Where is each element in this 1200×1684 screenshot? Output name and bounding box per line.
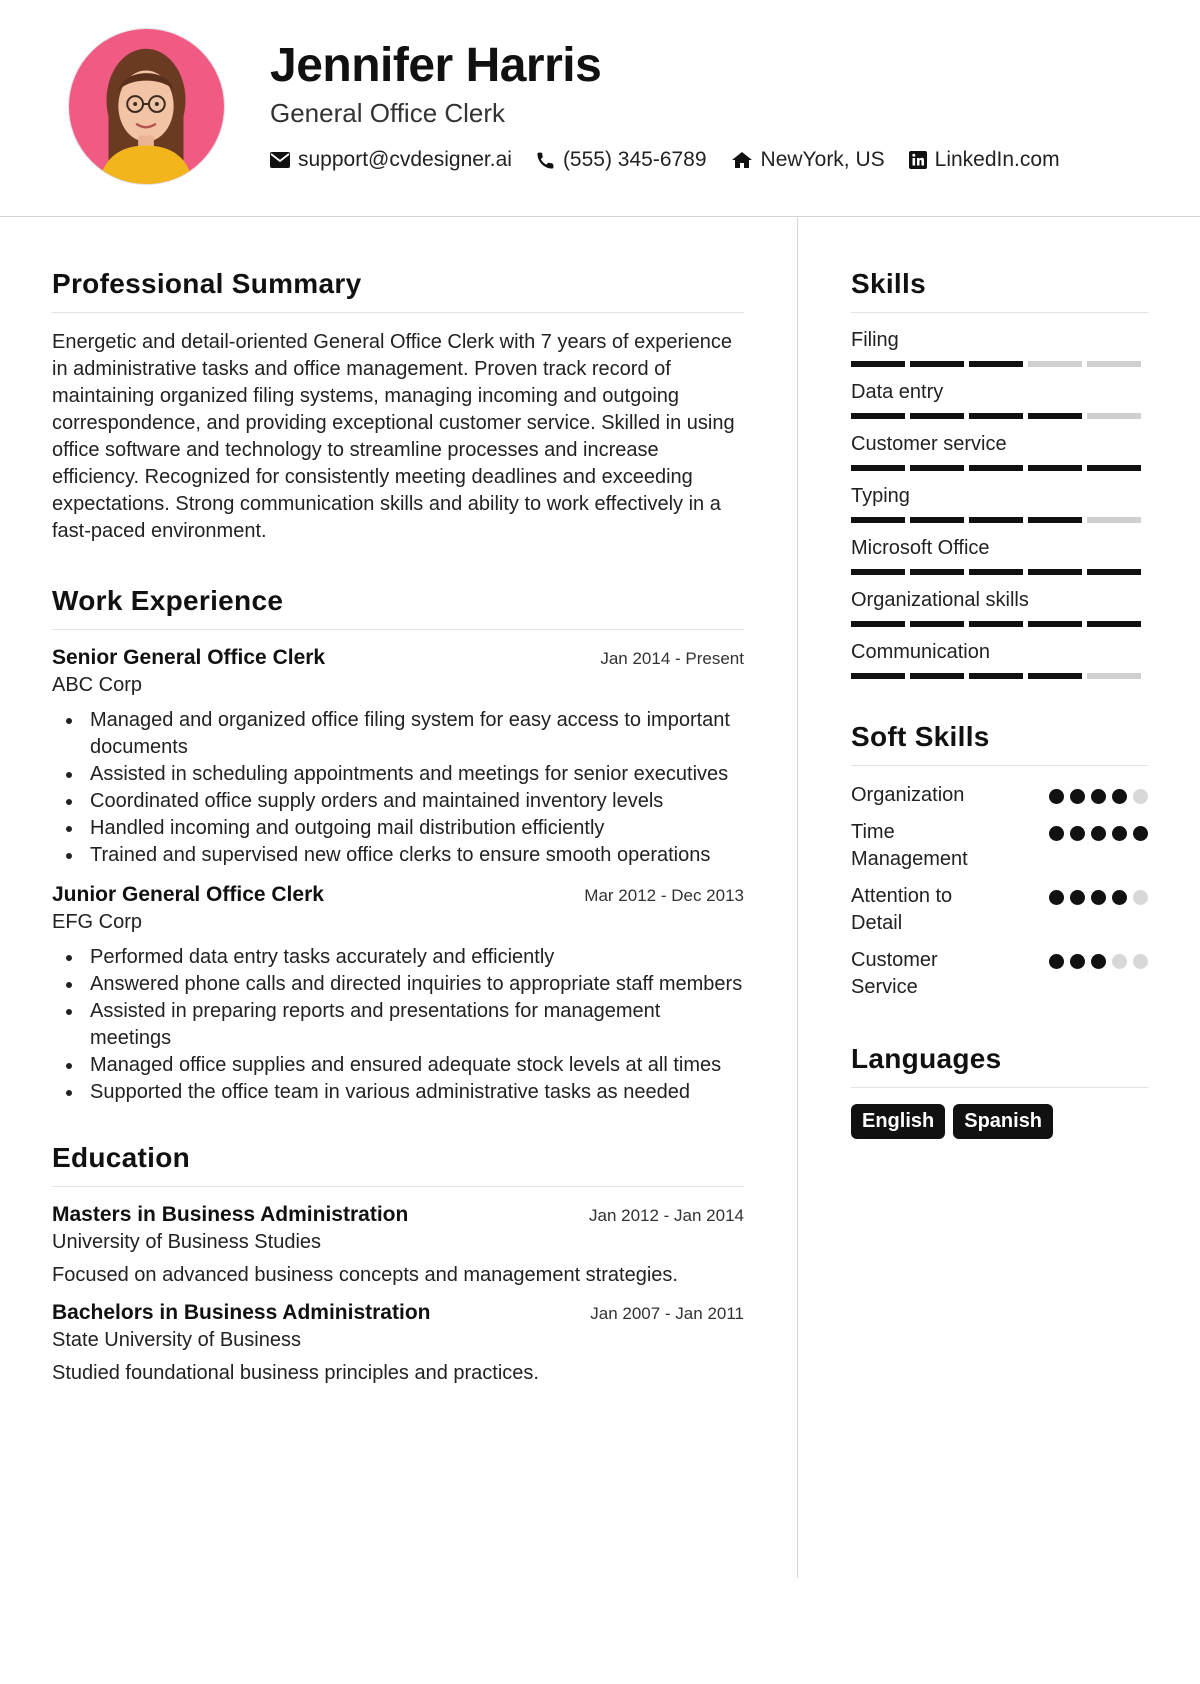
languages-list xyxy=(851,1104,1148,1139)
soft-skill-rating xyxy=(1043,954,1148,969)
skill-level-bar xyxy=(851,569,1148,575)
rating-dot xyxy=(1070,789,1085,804)
language-badge: English xyxy=(851,1104,945,1139)
job-bullet: Performed data entry tasks accurately and efficiently xyxy=(90,944,744,971)
rating-dot xyxy=(1112,789,1127,804)
side-column xyxy=(851,268,1148,1139)
skill-item xyxy=(851,329,1148,367)
soft-skill-rating xyxy=(1043,789,1148,804)
skill-item xyxy=(851,485,1148,523)
skill-name: Filing xyxy=(851,329,899,351)
skill-level-segment xyxy=(910,465,964,471)
skills-list xyxy=(851,329,1148,679)
skill-level-segment xyxy=(910,673,964,679)
skill-level-segment xyxy=(851,517,905,523)
skill-level-segment xyxy=(969,413,1023,419)
job-entry xyxy=(52,883,744,1106)
job-bullet: Assisted in preparing reports and presentations for management meetings xyxy=(90,998,744,1052)
phone-text: (555) 345-6789 xyxy=(562,148,707,171)
skill-level-segment xyxy=(1087,465,1141,471)
skill-level-segment xyxy=(1087,361,1141,367)
rating-dot xyxy=(1070,890,1085,905)
skill-level-segment xyxy=(1087,517,1141,523)
rating-dot xyxy=(1049,826,1064,841)
skill-item xyxy=(851,381,1148,419)
contact-phone[interactable] xyxy=(536,148,707,172)
job-entry xyxy=(52,646,744,869)
skill-level-segment xyxy=(851,569,905,575)
rating-dot xyxy=(1049,954,1064,969)
skill-level-segment xyxy=(1087,673,1141,679)
skill-level-segment xyxy=(969,569,1023,575)
soft-skill-rating xyxy=(1043,890,1148,905)
job-company: EFG Corp xyxy=(52,911,143,933)
job-bullet: Coordinated office supply orders and maintained inventory levels xyxy=(90,788,744,815)
education-desc: Studied foundational business principles and practices. xyxy=(52,1362,539,1384)
skill-level-segment xyxy=(969,673,1023,679)
rating-dot xyxy=(1091,789,1106,804)
contact-location xyxy=(731,148,885,172)
contact-linkedin[interactable] xyxy=(909,148,1060,172)
resume-header xyxy=(0,0,1200,217)
job-bullet: Assisted in scheduling appointments and meetings for senior executives xyxy=(90,761,744,788)
job-bullet: Managed and organized office filing system for easy access to important documents xyxy=(90,707,744,761)
phone-icon xyxy=(536,151,555,170)
soft-skill-item xyxy=(851,782,1148,809)
skill-level-segment xyxy=(851,673,905,679)
rating-dot xyxy=(1112,890,1127,905)
envelope-icon xyxy=(270,152,290,168)
rating-dot xyxy=(1112,826,1127,841)
contact-email[interactable] xyxy=(270,148,512,172)
job-bullets xyxy=(52,944,744,1106)
job-bullet: Trained and supervised new office clerks to ensure smooth operations xyxy=(90,842,744,869)
skill-level-segment xyxy=(1028,621,1082,627)
soft-skill-item xyxy=(851,819,1148,873)
skill-level-segment xyxy=(1028,361,1082,367)
skill-level-segment xyxy=(851,361,905,367)
skill-name: Microsoft Office xyxy=(851,537,990,559)
skill-level-segment xyxy=(910,413,964,419)
school-name: University of Business Studies xyxy=(52,1231,322,1253)
skill-level-segment xyxy=(910,361,964,367)
soft-skills-heading: Soft Skills xyxy=(851,721,1148,766)
skill-level-segment xyxy=(1028,413,1082,419)
work-heading: Work Experience xyxy=(52,585,744,630)
rating-dot xyxy=(1091,954,1106,969)
education-entry xyxy=(52,1203,744,1287)
skill-level-segment xyxy=(1028,465,1082,471)
skill-name: Customer service xyxy=(851,433,1007,455)
education-desc: Focused on advanced business concepts and management strategies. xyxy=(52,1264,678,1286)
rating-dot xyxy=(1133,789,1148,804)
skill-level-segment xyxy=(910,569,964,575)
soft-skill-rating xyxy=(1043,826,1148,841)
skill-name: Data entry xyxy=(851,381,944,403)
rating-dot xyxy=(1133,826,1148,841)
skill-level-segment xyxy=(1087,621,1141,627)
soft-skill-name: Organization xyxy=(851,784,965,806)
soft-skill-name: Customer Service xyxy=(851,949,938,998)
candidate-name: Jennifer Harris xyxy=(270,39,602,92)
skill-item xyxy=(851,537,1148,575)
profile-photo-illustration xyxy=(69,29,224,184)
skill-level-segment xyxy=(851,413,905,419)
skill-item xyxy=(851,641,1148,679)
skill-level-segment xyxy=(1028,569,1082,575)
soft-skill-item xyxy=(851,947,1148,1001)
job-bullet: Handled incoming and outgoing mail distribution efficiently xyxy=(90,815,744,842)
education-entry xyxy=(52,1301,744,1385)
column-divider xyxy=(797,218,798,1578)
degree-title: Bachelors in Business Administration xyxy=(52,1301,431,1324)
work-list xyxy=(52,646,744,1106)
languages-heading: Languages xyxy=(851,1043,1148,1088)
job-bullet: Answered phone calls and directed inquiries to appropriate staff members xyxy=(90,971,744,998)
job-company: ABC Corp xyxy=(52,674,143,696)
language-badge: Spanish xyxy=(953,1104,1053,1139)
education-date: Jan 2012 - Jan 2014 xyxy=(588,1206,744,1225)
skill-level-segment xyxy=(851,465,905,471)
education-heading: Education xyxy=(52,1142,744,1187)
linkedin-icon xyxy=(909,151,927,169)
skill-level-bar xyxy=(851,673,1148,679)
soft-skill-name: Attention to Detail xyxy=(851,885,953,934)
skill-level-segment xyxy=(1087,569,1141,575)
skill-level-segment xyxy=(969,465,1023,471)
location-text: NewYork, US xyxy=(760,148,885,171)
rating-dot xyxy=(1133,954,1148,969)
skill-level-segment xyxy=(969,621,1023,627)
rating-dot xyxy=(1112,954,1127,969)
skill-name: Communication xyxy=(851,641,990,663)
skill-level-bar xyxy=(851,361,1148,367)
rating-dot xyxy=(1070,826,1085,841)
main-column xyxy=(52,268,744,1399)
skill-level-segment xyxy=(910,621,964,627)
candidate-title: General Office Clerk xyxy=(270,98,506,128)
skill-item xyxy=(851,589,1148,627)
summary-heading: Professional Summary xyxy=(52,268,744,313)
linkedin-text: LinkedIn.com xyxy=(934,148,1060,171)
skill-level-bar xyxy=(851,621,1148,627)
skill-level-segment xyxy=(969,361,1023,367)
skill-level-segment xyxy=(1028,517,1082,523)
soft-skill-item xyxy=(851,883,1148,937)
home-icon xyxy=(731,151,753,169)
school-name: State University of Business xyxy=(52,1329,301,1351)
job-title: Senior General Office Clerk xyxy=(52,646,326,669)
skill-name: Typing xyxy=(851,485,910,507)
soft-skill-name: Time Management xyxy=(851,821,968,870)
skill-level-segment xyxy=(851,621,905,627)
job-bullets xyxy=(52,707,744,869)
skill-level-bar xyxy=(851,413,1148,419)
education-date: Jan 2007 - Jan 2011 xyxy=(590,1304,744,1323)
rating-dot xyxy=(1091,826,1106,841)
skill-level-segment xyxy=(910,517,964,523)
contact-row xyxy=(270,148,1084,172)
rating-dot xyxy=(1091,890,1106,905)
profile-photo xyxy=(68,28,225,185)
job-bullet: Supported the office team in various administrative tasks as needed xyxy=(90,1079,744,1106)
job-date: Jan 2014 - Present xyxy=(600,649,744,668)
summary-text: Energetic and detail-oriented General Office Clerk with 7 years of experience in administrative tasks and office management. Proven track record of maintaining organized filing systems, managing incoming and outgoing correspondence, and providing exceptional customer service. Skilled in using office software and technology to streamline processes and increase efficiency. Recognized for consistently meeting deadlines and exceeding expectations. Strong communication skills and ability to work effectively in a fast-paced environment. xyxy=(52,331,735,542)
job-date: Mar 2012 - Dec 2013 xyxy=(584,886,744,905)
skill-level-bar xyxy=(851,465,1148,471)
rating-dot xyxy=(1049,890,1064,905)
email-text: support@cvdesigner.ai xyxy=(298,148,512,171)
rating-dot xyxy=(1049,789,1064,804)
degree-title: Masters in Business Administration xyxy=(52,1203,409,1226)
skill-item xyxy=(851,433,1148,471)
rating-dot xyxy=(1133,890,1148,905)
skill-name: Organizational skills xyxy=(851,589,1029,611)
skills-heading: Skills xyxy=(851,268,1148,313)
skill-level-segment xyxy=(969,517,1023,523)
skill-level-segment xyxy=(1087,413,1141,419)
soft-skills-list xyxy=(851,782,1148,1001)
skill-level-segment xyxy=(1028,673,1082,679)
job-title: Junior General Office Clerk xyxy=(52,883,324,906)
rating-dot xyxy=(1070,954,1085,969)
job-bullet: Managed office supplies and ensured adequate stock levels at all times xyxy=(90,1052,744,1079)
skill-level-bar xyxy=(851,517,1148,523)
